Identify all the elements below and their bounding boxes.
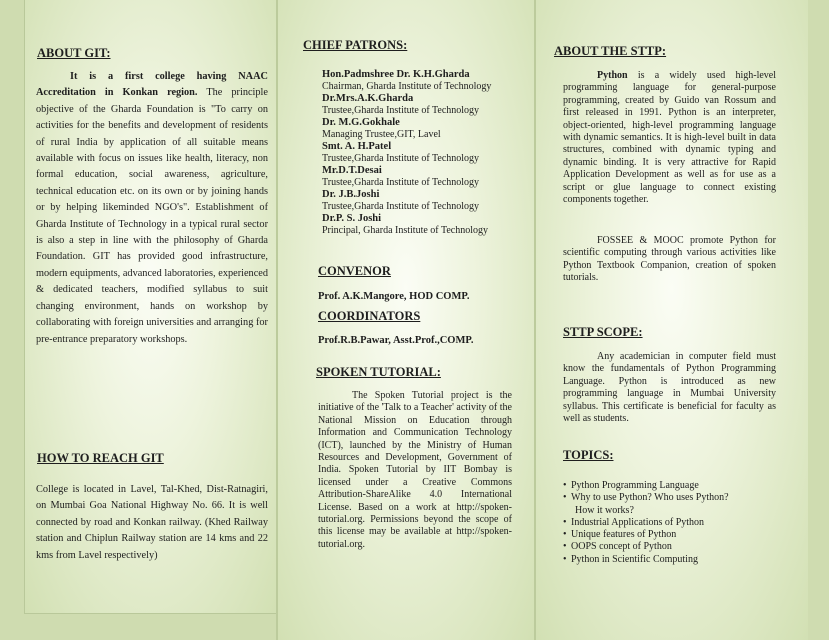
patron-role: Chairman, Gharda Institute of Technology	[322, 81, 492, 92]
patron-role: Managing Trustee,GIT, Lavel	[322, 129, 441, 140]
patron-name: Dr.Mrs.A.K.Gharda	[322, 93, 414, 104]
patron-name: Dr.P. S. Joshi	[322, 213, 382, 224]
patron-4	[322, 141, 527, 165]
patron-role: Trustee,Gharda Institute of Technology	[322, 177, 480, 188]
patron-5	[322, 165, 527, 189]
patron-name: Dr. M.G.Gokhale	[322, 117, 400, 128]
about-sttp-body: is a widely used high-level programming language for general-purpose programming, created by Guido van Rossum and first released in 1991. Python is an interpreter, object-oriented, high-level programming language with dynamic semantics. It is high-level built in data structures, combined with dynamic typing and dynamic binding. It is very attractive for Rapid Application Development as well as for use as a script or glue language to connect existing components together.	[563, 70, 776, 206]
how-to-reach-text: College is located in Lavel, Tal-Khed, Dist-Ratnagiri, on Mumbai Goa National Highway No. 66. It is well connected by road and Konkan railway. (Khed Railway station and Chiplun Railway station are 14 kms and 22 kms from Lavel respectively)	[36, 484, 268, 561]
patron-1	[322, 69, 527, 93]
sttp-scope-text: Any academician in computer field must know the fundamentals of Python Programming Language. Python is introduced as new programming language in Mumbai University syllabus. This certificate is beneficial for faculty as well as students.	[563, 351, 776, 425]
spoken-tutorial-heading: SPOKEN TUTORIAL:	[316, 365, 441, 379]
about-git-lead: It is a first college having NAAC Accreditation in Konkan region.	[36, 71, 268, 99]
about-sttp-text	[563, 70, 776, 206]
patron-name: Dr. J.B.Joshi	[322, 189, 380, 200]
patron-name: Smt. A. H.Patel	[322, 141, 392, 152]
patron-6	[322, 189, 527, 213]
panel-left	[24, 0, 276, 614]
topic-item: • Industrial Applications of Python	[563, 516, 705, 528]
topics-heading: TOPICS:	[563, 448, 614, 462]
patron-2	[322, 93, 527, 117]
chief-patrons-heading: CHIEF PATRONS:	[303, 38, 408, 52]
coordinator-name: Prof.R.B.Pawar, Asst.Prof.,COMP.	[318, 335, 474, 346]
convenor-name: Prof. A.K.Mangore, HOD COMP.	[318, 291, 470, 302]
patron-name: Hon.Padmshree Dr. K.H.Gharda	[322, 69, 470, 80]
topic-item: • Python Programming Language	[563, 480, 699, 491]
about-git-text	[36, 69, 268, 348]
python-lead: Python	[597, 70, 628, 81]
patron-role: Trustee,Gharda Institute of Technology	[322, 105, 480, 116]
sttp-scope-heading: STTP SCOPE:	[563, 325, 643, 339]
patron-3	[322, 117, 527, 141]
about-git-body: The principle objective of the Gharda Foundation is "To carry on activities for the benefits and development of residents of rural India by application of all suitable means available with focus on issues like health, literacy, non formal education, social awareness, agriculture, technical education etc. on its own or by joining hands or by helping likeminded NGO's". Establishment of Gharda Institute of Technology in a typical rural sector is also a step in line with the philosophy of Gharda Foundation. GIT has provided good infrastructure, modern equipments, advanced laboratories, experienced & dedicated teachers, modified syllabus to suit changing environment, hands on workshop by collaborating with foreign universities and arranging for pre-entrance preparatory workshops.	[36, 87, 268, 345]
topic-item: • Unique features of Python	[563, 529, 677, 541]
topic-item: • OOPS concept of Python	[563, 541, 672, 553]
about-sttp-heading: ABOUT THE STTP:	[554, 44, 667, 58]
patron-role: Trustee,Gharda Institute of Technology	[322, 201, 480, 212]
topic-item: • Python in Scientific Computing	[563, 553, 698, 565]
patron-list	[322, 69, 527, 237]
patron-role: Trustee,Gharda Institute of Technology	[322, 153, 480, 164]
coordinators-heading: COORDINATORS	[318, 309, 421, 323]
patron-7	[322, 213, 527, 237]
fossee-text: FOSSEE & MOOC promote Python for scientific computing through various activities like Python Textbook Companion, creation of spoken tutorials.	[563, 235, 776, 284]
topic-item: • Why to use Python? Who uses Python? How it works?	[563, 492, 729, 516]
patron-role: Principal, Gharda Institute of Technology	[322, 225, 489, 236]
how-to-reach-heading: HOW TO REACH GIT	[37, 451, 164, 465]
about-git-heading: ABOUT GIT:	[37, 46, 111, 60]
spoken-tutorial-text: The Spoken Tutorial project is the initiative of the 'Talk to a Teacher' activity of the National Mission on Education through Information and Communication Technology (ICT), launched by the Ministry of Human Resources and Development, Government of India. Spoken Tutorial by IIT Bombay is licensed under a Creative Commons Attribution-ShareAlike 4.0 International License. Based on a work at http://spoken-tutorial.org. Permissions beyond the scope of this license may be available at http://spoken-tutorial.org.	[318, 390, 512, 550]
convenor-heading: CONVENOR	[318, 264, 391, 278]
patron-name: Mr.D.T.Desai	[322, 165, 382, 176]
panel-middle	[278, 0, 534, 640]
topics-list	[563, 480, 778, 566]
panel-right	[536, 0, 808, 640]
